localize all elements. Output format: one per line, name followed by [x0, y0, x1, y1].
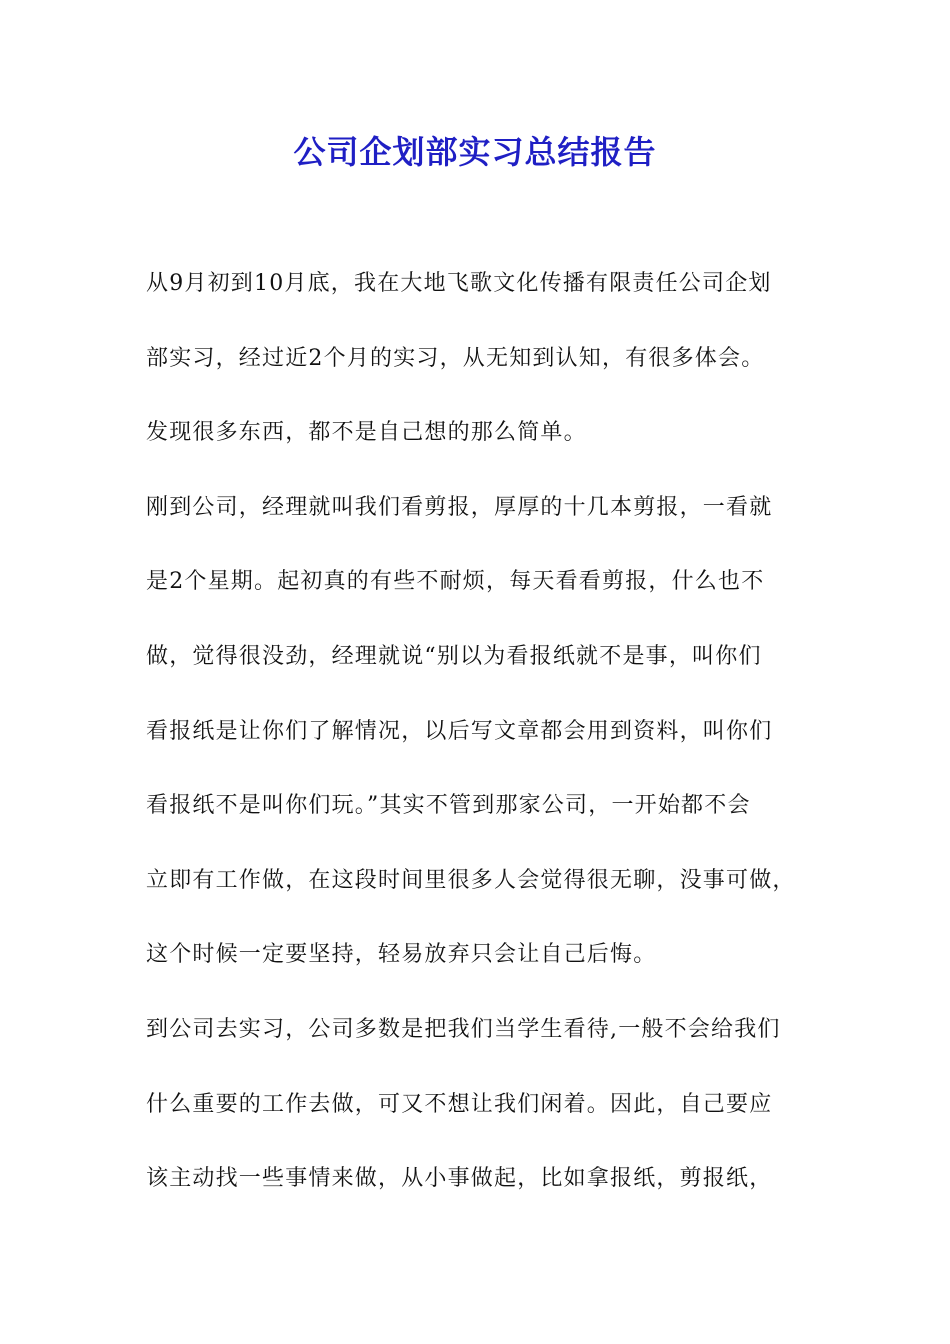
- text-line: 做，觉得很没劲，经理就说“别以为看报纸就不是事，叫你们: [146, 643, 762, 669]
- text-line: 刚到公司，经理就叫我们看剪报，厚厚的十几本剪报，一看就: [146, 494, 773, 520]
- text-line: 部实习，经过近2个月的实习，从无知到认知，有很多体会。: [146, 345, 765, 371]
- text-line: 该主动找一些事情来做，从小事做起，比如拿报纸，剪报纸，: [146, 1166, 773, 1192]
- document-title: 公司企划部实习总结报告: [293, 133, 657, 171]
- text-line: 这个时候一定要坚持，轻易放弃只会让自己后悔。: [146, 942, 657, 968]
- text-line: 到公司去实习，公司多数是把我们当学生看待,一般不会给我们: [146, 1016, 781, 1042]
- text-line: 看报纸不是叫你们玩。”其实不管到那家公司，一开始都不会: [146, 793, 751, 819]
- text-line: 从9月初到10月底，我在大地飞歌文化传播有限责任公司企划: [146, 271, 772, 296]
- text-line: 是2个星期。起初真的有些不耐烦，每天看看剪报，什么也不: [146, 569, 765, 595]
- text-line: 什么重要的工作去做，可又不想让我们闲着。因此，自己要应: [146, 1091, 773, 1117]
- text-line: 看报纸是让你们了解情况，以后写文章都会用到资料，叫你们: [146, 718, 773, 744]
- text-line: 立即有工作做，在这段时间里很多人会觉得很无聊，没事可做，: [146, 867, 796, 893]
- text-line: 发现很多东西，都不是自己想的那么简单。: [146, 420, 587, 446]
- document-body: [146, 262, 808, 1232]
